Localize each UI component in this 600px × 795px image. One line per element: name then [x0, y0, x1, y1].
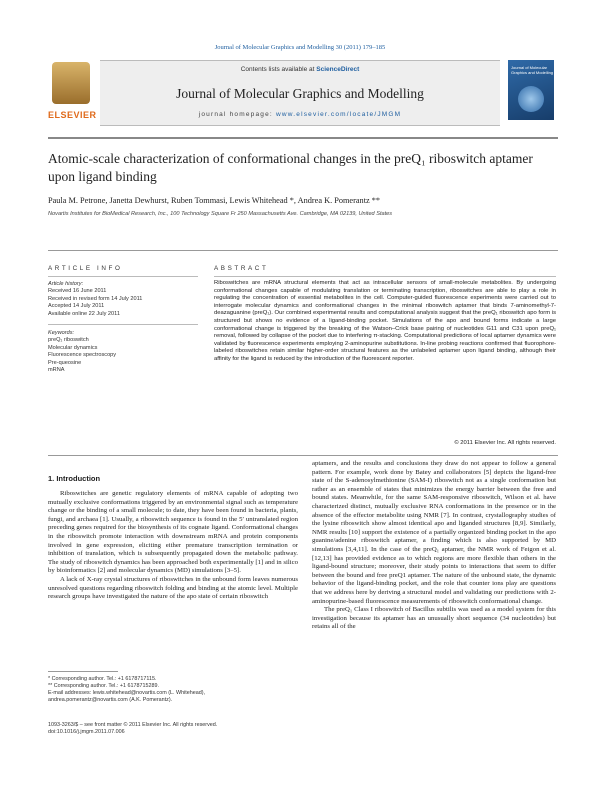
info-divider — [48, 250, 558, 251]
keyword-item: Molecular dynamics — [48, 344, 98, 351]
keyword-item: Fluorescence spectroscopy — [48, 352, 117, 359]
keyword-item: Pre-queosine — [48, 359, 82, 366]
section-heading: 1. Introduction — [48, 474, 101, 483]
paragraph: Riboswitches are genetic regulatory elements of mRNA capable of adopting two mutually exclusive conformations triggered by an environmental signal such as temperature change or the binding of a small molecule; to date, they have been found in bacteria, plants, fungi, and archaea [1]. Usually, a riboswitch sequence is found in the 5′ untranslated region preceding genes required for the biosynthesis of its cognate ligand. Conformational changes in the riboswitch promote interaction with downstream mRNA and protein components involved in gene expression, eliciting either premature transcription termination or inhibition of translation, which is subsequently propagated down the metabolic pathway. The study of riboswitch dynamics has been approached both experimentally [1] and in silico by bioinformatics [2] and molecular dynamics (MD) simulations [3–5]. — [48, 490, 298, 575]
journal-banner — [100, 60, 500, 126]
journal-homepage: journal homepage: www.elsevier.com/locate/JMGM — [198, 111, 402, 118]
journal-homepage-link[interactable]: www.elsevier.com/locate/JMGM — [275, 111, 402, 118]
history-item: Received 16 June 2011 — [48, 288, 107, 295]
abstract-heading: ABSTRACT — [214, 265, 269, 272]
abstract-rule — [214, 276, 556, 277]
affiliation: Novartis Institutes for BioMedical Research, Inc., 100 Technology Square Fr 250 Massachusetts Ave. Cambridge, MA 02139, United States — [48, 211, 393, 217]
page-footer — [48, 722, 298, 736]
history-item: Received in revised form 14 July 2011 — [48, 295, 143, 302]
issn-line: 1093-3263/$ – see front matter © 2011 Elsevier Inc. All rights reserved. — [48, 722, 218, 728]
paragraph: A lack of X-ray crystal structures of riboswitches in the unbound form leaves numerous unresolved questions regarding riboswitch folding and binding at the atomic level. Multiple research groups have investigated the nature of the apo state of certain riboswitch — [48, 575, 298, 601]
body-column-right — [312, 460, 556, 632]
keywords — [48, 330, 198, 374]
paragraph: aptamers, and the results and conclusions they draw do not appear to follow a general pattern. For example, work done by Batey and collaborators [5] depicts the ligand-free state of the S-adenosylmethionine (SAM-I) riboswitch not as a single conformation but rather as an ensemble of states that minimizes the energy barrier between the free and bound states. Meanwhile, for the same SAM-responsive riboswitch, Wilson et al. have characterized distinct, mutually exclusive RNA conformations in the presence or in the absence of the effector metabolite using NMR [7]. In contrast, crystallography studies of the lysine riboswitch show almost identical apo and liganded structures [8,9]. Similarly, NMR results [10] support the existence of a partially organized binding pocket in the apo guanine/adenine riboswitch aptamer, a finding which is also supported by MD simulations [3,4,11]. In the case of the preQ₁ aptamer, the NMR work of Feigon et al. [12,13] has provided evidence as to which regions are more flexible than others in the ligand-bound structure; moreover, their study points to interactions that seem to differ between the bound and free preQ1 aptamer. The nature of the unbound state, the dynamic behavior of the ligand-binding pocket, and the role that counter ions play are questions that we address here by deriving a structural model and validating our predictions with 2-aminopurine-based fluorescence measurements of riboswitch conformational change. — [312, 460, 556, 605]
masthead — [48, 60, 554, 130]
keyword-item: mRNA — [48, 367, 65, 374]
paragraph: The preQ₁ Class I riboswitch of Bacillus subtilis was used as a model system for this investigation because its aptamer has an unusually short sequence (34 nucleotides) but retains all of the — [312, 606, 556, 631]
footnote: * Corresponding author. Tel.: +1 6178717115. — [48, 676, 157, 682]
journal-title: Journal of Molecular Graphics and Modelling — [176, 86, 424, 101]
keyword-item: preQ₁ riboswitch — [48, 337, 89, 344]
elsevier-tree-icon — [52, 62, 90, 104]
footnotes — [48, 676, 298, 704]
history-label: Article history: — [48, 281, 84, 287]
cover-graphic — [518, 86, 544, 112]
journal-citation[interactable]: Journal of Molecular Graphics and Modelling 30 (2011) 179–185 — [214, 44, 386, 51]
sciencedirect-link[interactable]: ScienceDirect — [316, 66, 360, 73]
article-title: Atomic-scale characterization of conformational changes in the preQ₁ riboswitch aptamer upon ligand binding — [48, 151, 533, 184]
article-history — [48, 281, 198, 318]
footnote-email[interactable]: E-mail addresses: lewis.whitehead@novartis.com (L. Whitehead), — [48, 690, 206, 696]
elsevier-logo — [48, 60, 97, 120]
journal-cover-thumbnail — [508, 60, 554, 120]
header-divider — [48, 137, 558, 139]
article-info-heading: ARTICLE INFO — [48, 265, 123, 272]
cover-title: Journal of Molecular Graphics and Modelling — [511, 65, 554, 75]
article-info-rule — [48, 276, 198, 277]
keywords-rule — [48, 324, 198, 325]
history-item: Accepted 14 July 2011 — [48, 303, 105, 310]
history-item: Available online 22 July 2011 — [48, 310, 120, 317]
footnote-rule — [48, 671, 118, 672]
doi-link[interactable]: doi:10.1016/j.jmgm.2011.07.006 — [48, 729, 125, 735]
abstract-copyright: © 2011 Elsevier Inc. All rights reserved. — [454, 440, 556, 446]
elsevier-wordmark: ELSEVIER — [48, 110, 97, 120]
body-column-left — [48, 490, 298, 602]
footnote: ** Corresponding author. Tel.: +1 6178715289. — [48, 683, 159, 689]
abstract-divider — [48, 455, 558, 456]
footnote-email[interactable]: andrea.pomerantz@novartis.com (A.K. Pomerantz). — [48, 697, 173, 703]
contents-line: Contents lists available at ScienceDirect — [240, 66, 360, 73]
keywords-label: Keywords: — [48, 330, 75, 336]
author-list: Paula M. Petrone, Janetta Dewhurst, Ruben Tommasi, Lewis Whitehead *, Andrea K. Pomerantz ** — [48, 196, 381, 205]
abstract-text: Riboswitches are mRNA structural elements that act as intracellular sensors of small-molecule metabolites. By undergoing conformational changes capable of modulating translation or terminating transcription, riboswitches are able to play a role in regulating the concentration of essential metabolites in the cell. Computer-guided fluorescence experiments were carried out to interrogate molecular dynamics and conformational changes in the minimal riboswitch aptamer that binds 7-aminomethyl-7-deazaguanine (preQ₁). Our combined experimental results and computational analysis suggest that the preQ₁ riboswitch apo form is structured but shows no evidence of a ligand-binding pocket. Simulations of the apo and bound forms indicate a large conformational change is triggered by the breaking of the Watson–Crick base pairing of nucleotides G11 and C31 upon preQ₁ removal, followed by collapse of the pocket due to interfering π-stacking. Computational predictions of local aptamer dynamics were validated by fluorescence experiments employing 2-aminopurine substitutions. In-line probing reactions confirmed that fluorophore-labeled riboswitches retain similar higher-order structural features as the unlabeled aptamer upon ligand binding, although their affinity for the ligand is reduced by the introduction of the fluorescent reporter. — [214, 280, 556, 362]
